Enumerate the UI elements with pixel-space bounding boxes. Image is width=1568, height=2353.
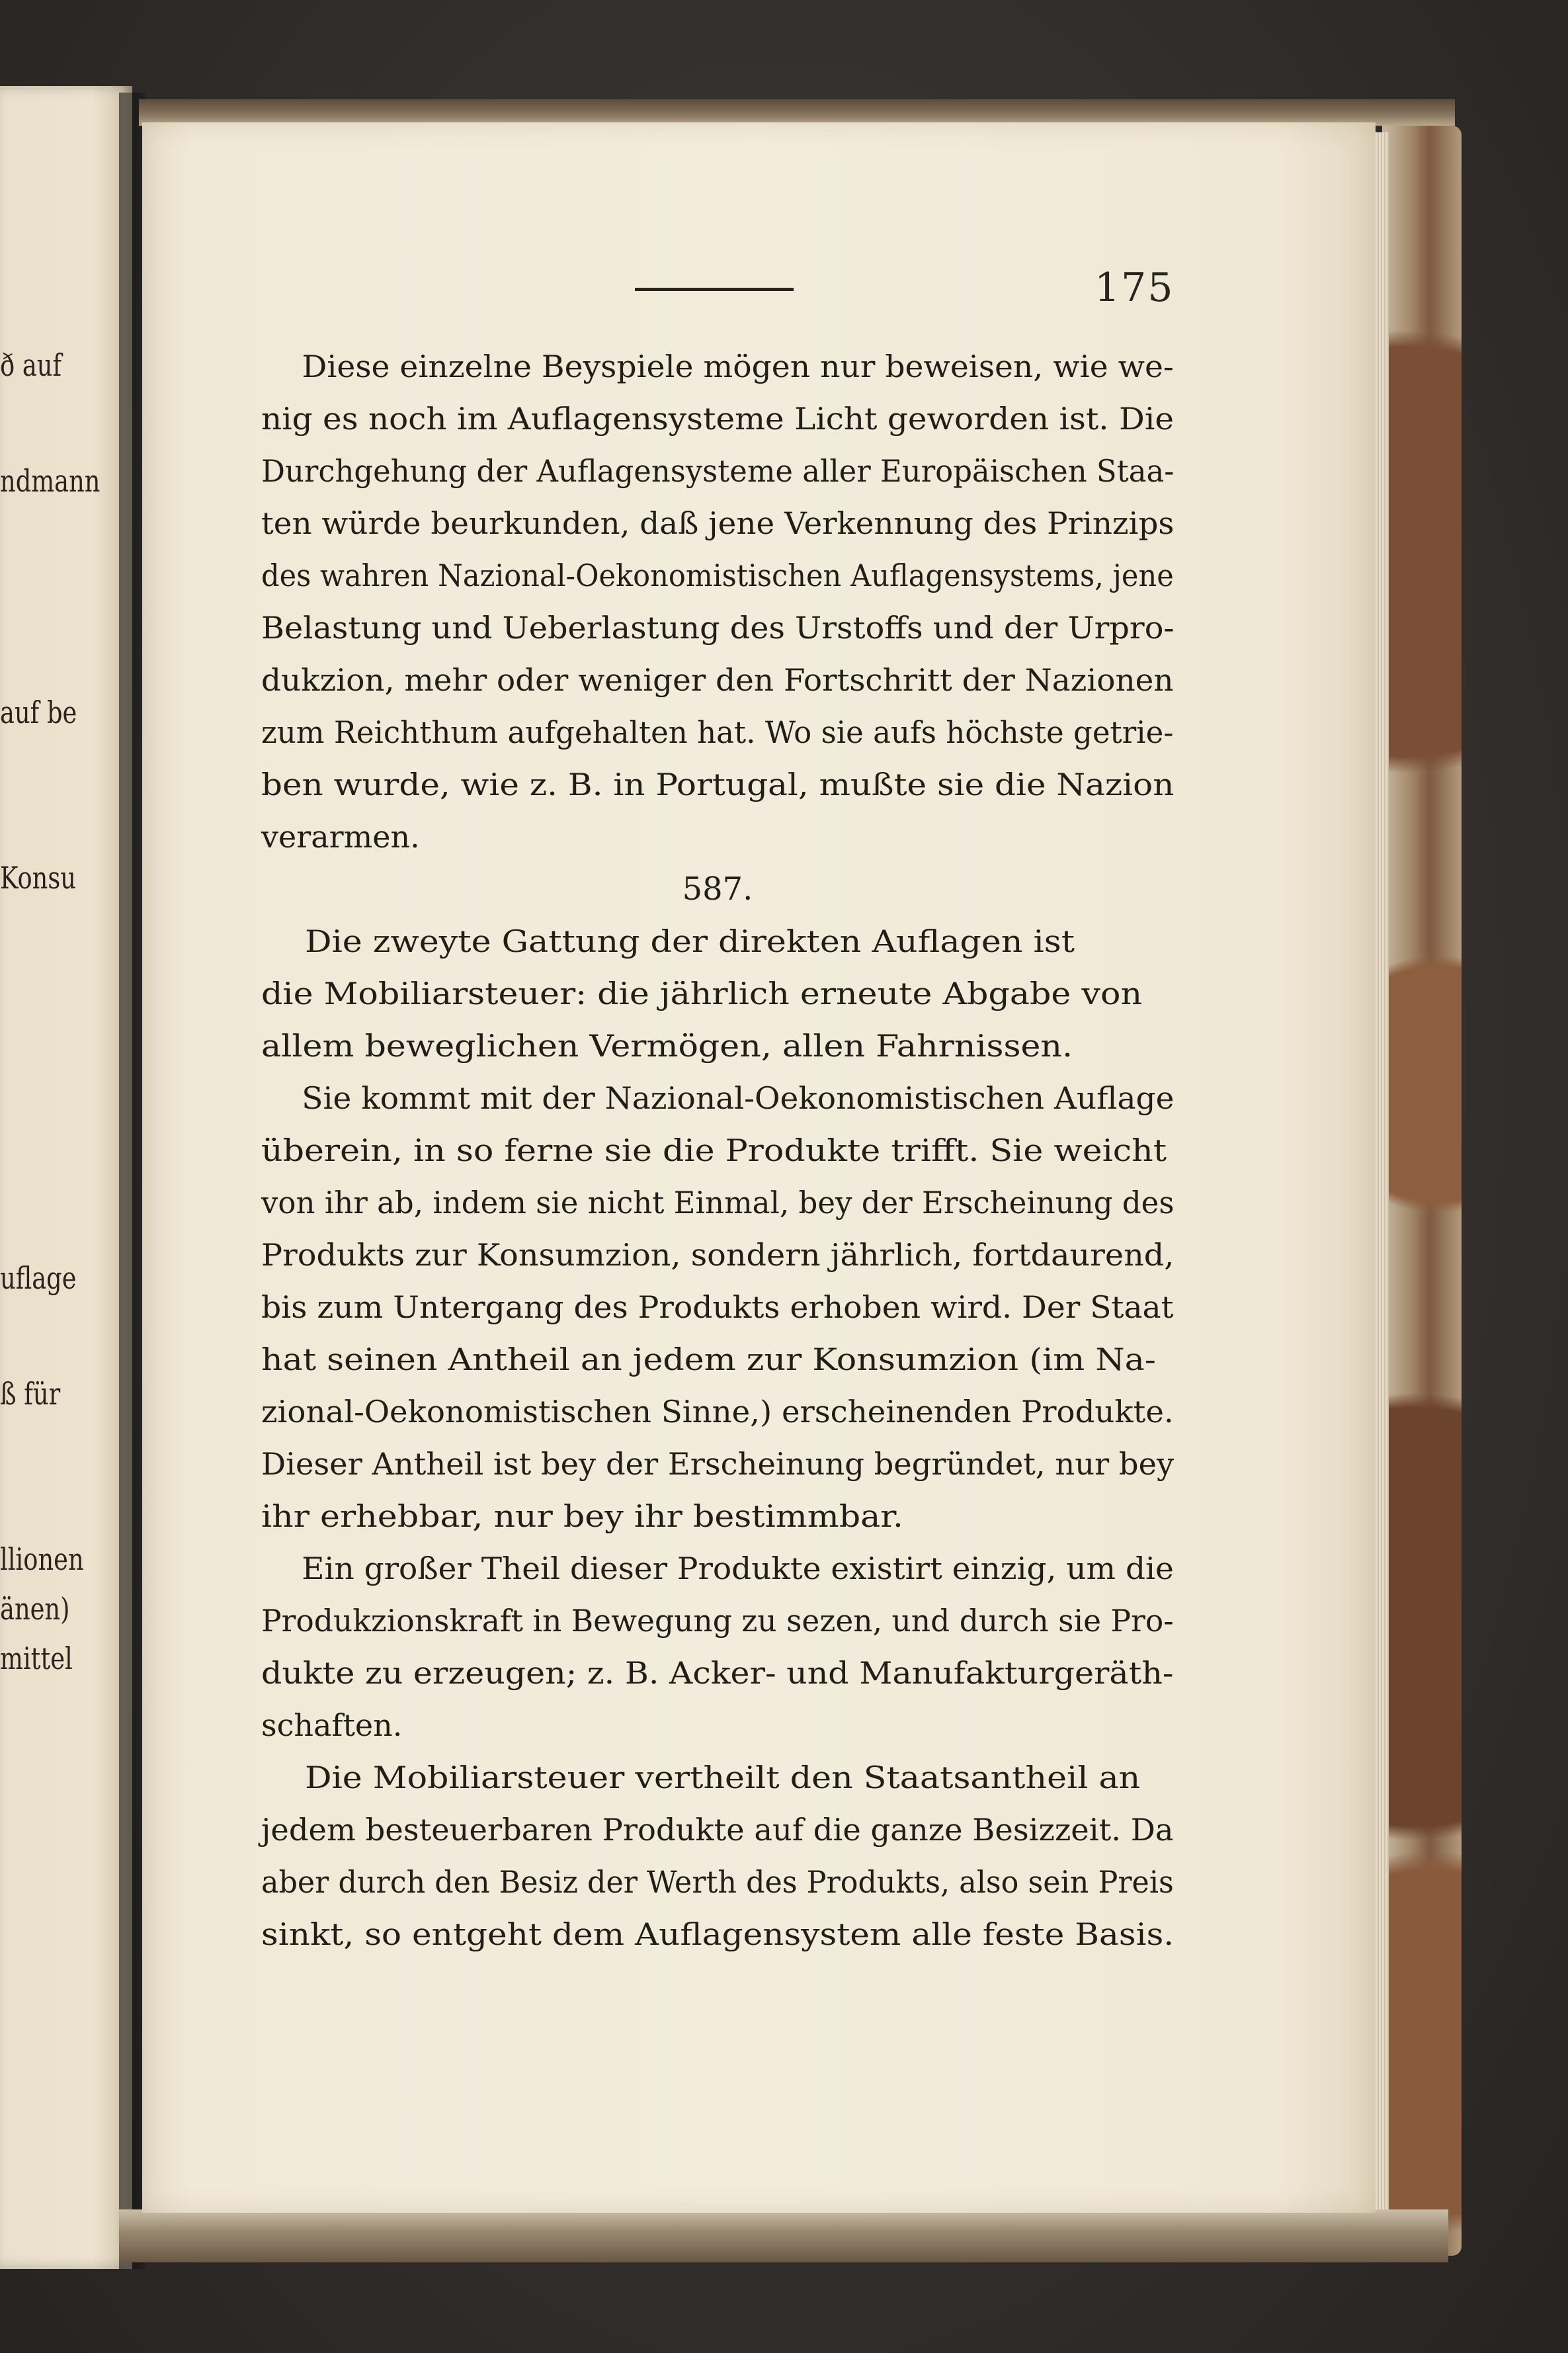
- left-page-fragment: uflage: [0, 1260, 77, 1296]
- text-line: Die Mobiliarsteuer vertheilt den Staatsantheil an: [305, 1760, 1141, 1795]
- page-text: [261, 341, 1174, 1961]
- text-line: Die zweyte Gattung der direkten Auflagen ist: [305, 923, 1075, 959]
- text-line: sinkt, so entgeht dem Auflagensystem alle feste Basis.: [261, 1916, 1175, 1952]
- text-line: Ein großer Theil dieser Produkte existirt einzig, um die: [302, 1551, 1174, 1586]
- text-line: jedem besteuerbaren Produkte auf die ganze Besizzeit. Da: [261, 1812, 1174, 1848]
- paragraph: [261, 341, 1174, 863]
- book-page: [142, 122, 1376, 2213]
- text-line: Produkts zur Konsumzion, sondern jährlich, fortdaurend,: [261, 1237, 1175, 1273]
- text-line: ben wurde, wie z. B. in Portugal, mußte sie die Nazion: [261, 767, 1175, 802]
- text-line: Sie kommt mit der Nazional-Oekonomistischen Auflage: [302, 1080, 1175, 1116]
- section-number: 587.: [682, 871, 753, 908]
- left-page-fragment: auf be: [0, 695, 77, 730]
- left-page-fragment: ndmann: [0, 463, 101, 499]
- text-line: überein, in so ferne sie die Produkte trifft. Sie weicht: [261, 1133, 1167, 1168]
- text-line: bis zum Untergang des Produkts erhoben wird. Der Staat: [261, 1289, 1174, 1325]
- binding-bottom: [119, 2209, 1448, 2262]
- text-line: aber durch den Besiz der Werth des Produkts, also sein Preis: [261, 1864, 1174, 1900]
- text-line: ihr erhebbar, nur bey ihr bestimmbar.: [261, 1498, 904, 1534]
- text-line: Belastung und Ueberlastung des Urstoffs und der Urpro-: [261, 610, 1175, 646]
- text-line: dukte zu erzeugen; z. B. Acker- und Manufakturgeräth-: [261, 1655, 1174, 1691]
- text-line: allem beweglichen Vermögen, allen Fahrnissen.: [261, 1028, 1073, 1064]
- paragraph: [261, 1752, 1174, 1961]
- book-cover-edge: [1382, 126, 1462, 2256]
- text-line: zional-Oekonomistischen Sinne,) erscheinenden Produkte.: [261, 1394, 1174, 1430]
- text-line: Diese einzelne Beyspiele mögen nur beweisen, wie we-: [302, 349, 1174, 384]
- text-line: Produkzionskraft in Bewegung zu sezen, und durch sie Pro-: [261, 1603, 1174, 1639]
- left-page-fragment: Konsu: [0, 860, 76, 896]
- left-page-fragment: ð auf: [0, 347, 62, 383]
- left-page-fragment: änen): [0, 1591, 70, 1627]
- text-line: von ihr ab, indem sie nicht Einmal, bey der Erscheinung des: [261, 1185, 1175, 1220]
- text-line: verarmen.: [261, 819, 420, 855]
- text-line: die Mobiliarsteuer: die jährlich erneute Abgabe von: [261, 976, 1143, 1011]
- text-line: des wahren Nazional-Oekonomistischen Auflagensystems, jene: [261, 558, 1174, 593]
- paragraph: [261, 916, 1174, 1072]
- text-line: Durchgehung der Auflagensysteme aller Europäischen Staa-: [261, 453, 1175, 489]
- page-number: 175: [1094, 265, 1175, 311]
- text-line: schaften.: [261, 1707, 403, 1743]
- left-page-fragment: ß für: [0, 1376, 61, 1412]
- text-line: zum Reichthum aufgehalten hat. Wo sie aufs höchste getrie-: [261, 714, 1174, 750]
- left-page-fragment: llionen: [0, 1541, 84, 1577]
- text-line: Dieser Antheil ist bey der Erscheinung begründet, nur bey: [261, 1446, 1175, 1482]
- book-gutter: [119, 93, 145, 2269]
- text-line: ten würde beurkunden, daß jene Verkennung des Prinzips: [261, 505, 1175, 541]
- text-line: nig es noch im Auflagensysteme Licht geworden ist. Die: [261, 401, 1175, 437]
- text-line: hat seinen Antheil an jedem zur Konsumzion (im Na-: [261, 1342, 1156, 1377]
- left-page-fragment: mittel: [0, 1641, 73, 1676]
- paragraph: [261, 1543, 1174, 1752]
- left-page: [0, 86, 132, 2269]
- header-rule: [635, 288, 794, 291]
- paragraph: [261, 1072, 1174, 1543]
- binding-top: [139, 99, 1455, 126]
- text-line: dukzion, mehr oder weniger den Fortschritt der Nazionen: [261, 662, 1174, 698]
